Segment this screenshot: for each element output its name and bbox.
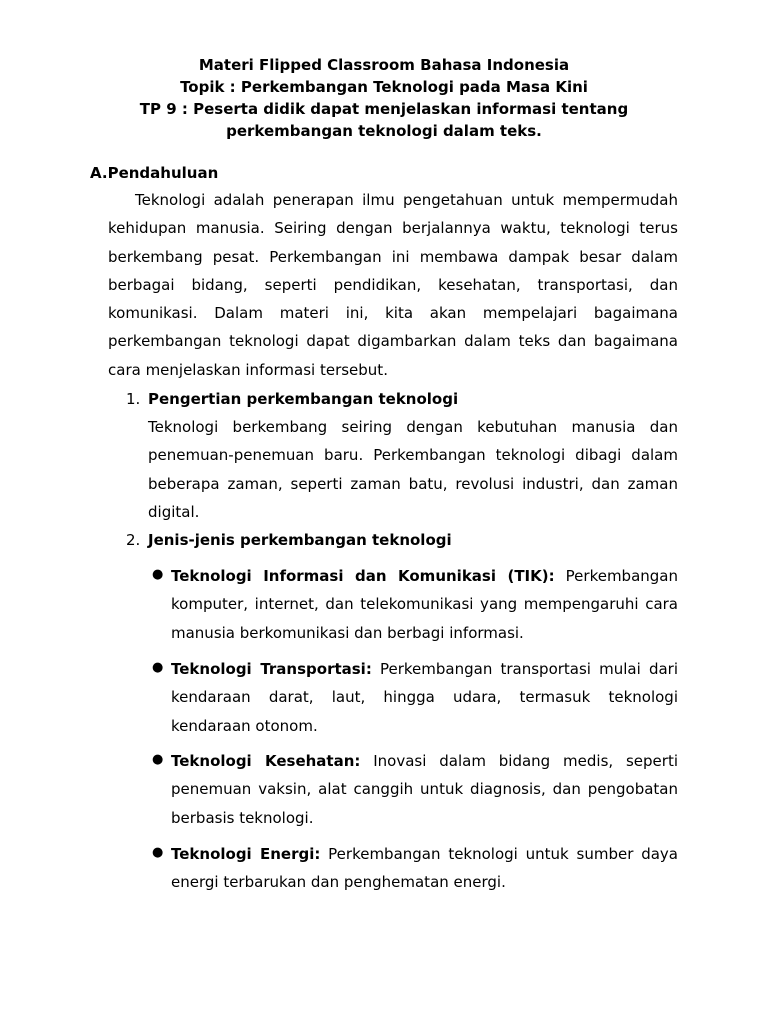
bullet-item-health	[171, 747, 678, 832]
bullet-term: Teknologi Kesehatan:	[171, 752, 361, 770]
intro-paragraph: Teknologi adalah penerapan ilmu pengetahuan untuk mempermudah kehidupan manusia. Seiring dengan berjalannya waktu, teknologi terus berkembang pesat. Perkembangan ini membawa dampak besar dalam berbagai bidang, seperti pendidikan, kesehatan, transportasi, dan komunikasi. Dalam materi ini, kita akan mempelajari bagaimana perkembangan teknologi dapat digambarkan dalam teks dan bagaimana cara menjelaskan informasi tersebut.	[108, 191, 678, 379]
bullet-icon: ●	[152, 845, 164, 860]
bullet-desc: Perkembangan transportasi mulai dari kendaraan darat, laut, hingga udara, termasuk teknologi kendaraan otonom.	[171, 660, 678, 735]
list-item-title: Jenis-jenis perkembangan teknologi	[148, 531, 452, 549]
bullet-desc: Perkembangan teknologi untuk sumber daya energi terbarukan dan penghematan energi.	[171, 845, 678, 892]
bullet-item-transport	[171, 655, 678, 740]
bullet-desc: Perkembangan komputer, internet, dan telekomunikasi yang mempengaruhi cara manusia berkomunikasi dan berbagi informasi.	[171, 567, 679, 642]
section-heading: A.Pendahuluan	[90, 164, 219, 182]
list-item-body: Teknologi berkembang seiring dengan kebutuhan manusia dan penemuan-penemuan baru. Perkembangan teknologi dibagi dalam beberapa zaman, seperti zaman batu, revolusi industri, dan zaman digital.	[148, 418, 678, 521]
bullet-item-tik	[171, 562, 678, 647]
bullet-icon: ●	[152, 752, 164, 767]
bullet-icon: ●	[152, 567, 164, 582]
bullet-term: Teknologi Informasi dan Komunikasi (TIK):	[171, 567, 555, 585]
list-item-title: Pengertian perkembangan teknologi	[148, 390, 459, 408]
bullet-item-energy	[171, 840, 678, 897]
bullet-term: Teknologi Energi:	[171, 845, 321, 863]
header-objective-cont: perkembangan teknologi dalam teks.	[226, 122, 542, 140]
bullet-desc: Inovasi dalam bidang medis, seperti penemuan vaksin, alat canggih untuk diagnosis, dan pengobatan berbasis teknologi.	[171, 752, 678, 827]
list-number: 2.	[126, 531, 141, 549]
bullet-icon: ●	[152, 660, 164, 675]
header-objective: TP 9 : Peserta didik dapat menjelaskan informasi tentang	[139, 100, 629, 118]
bullet-term: Teknologi Transportasi:	[171, 660, 372, 678]
header-title: Materi Flipped Classroom Bahasa Indonesia	[198, 56, 570, 74]
document-header	[0, 54, 768, 142]
list-number: 1.	[126, 390, 141, 408]
header-topic: Topik : Perkembangan Teknologi pada Masa Kini	[180, 78, 588, 96]
